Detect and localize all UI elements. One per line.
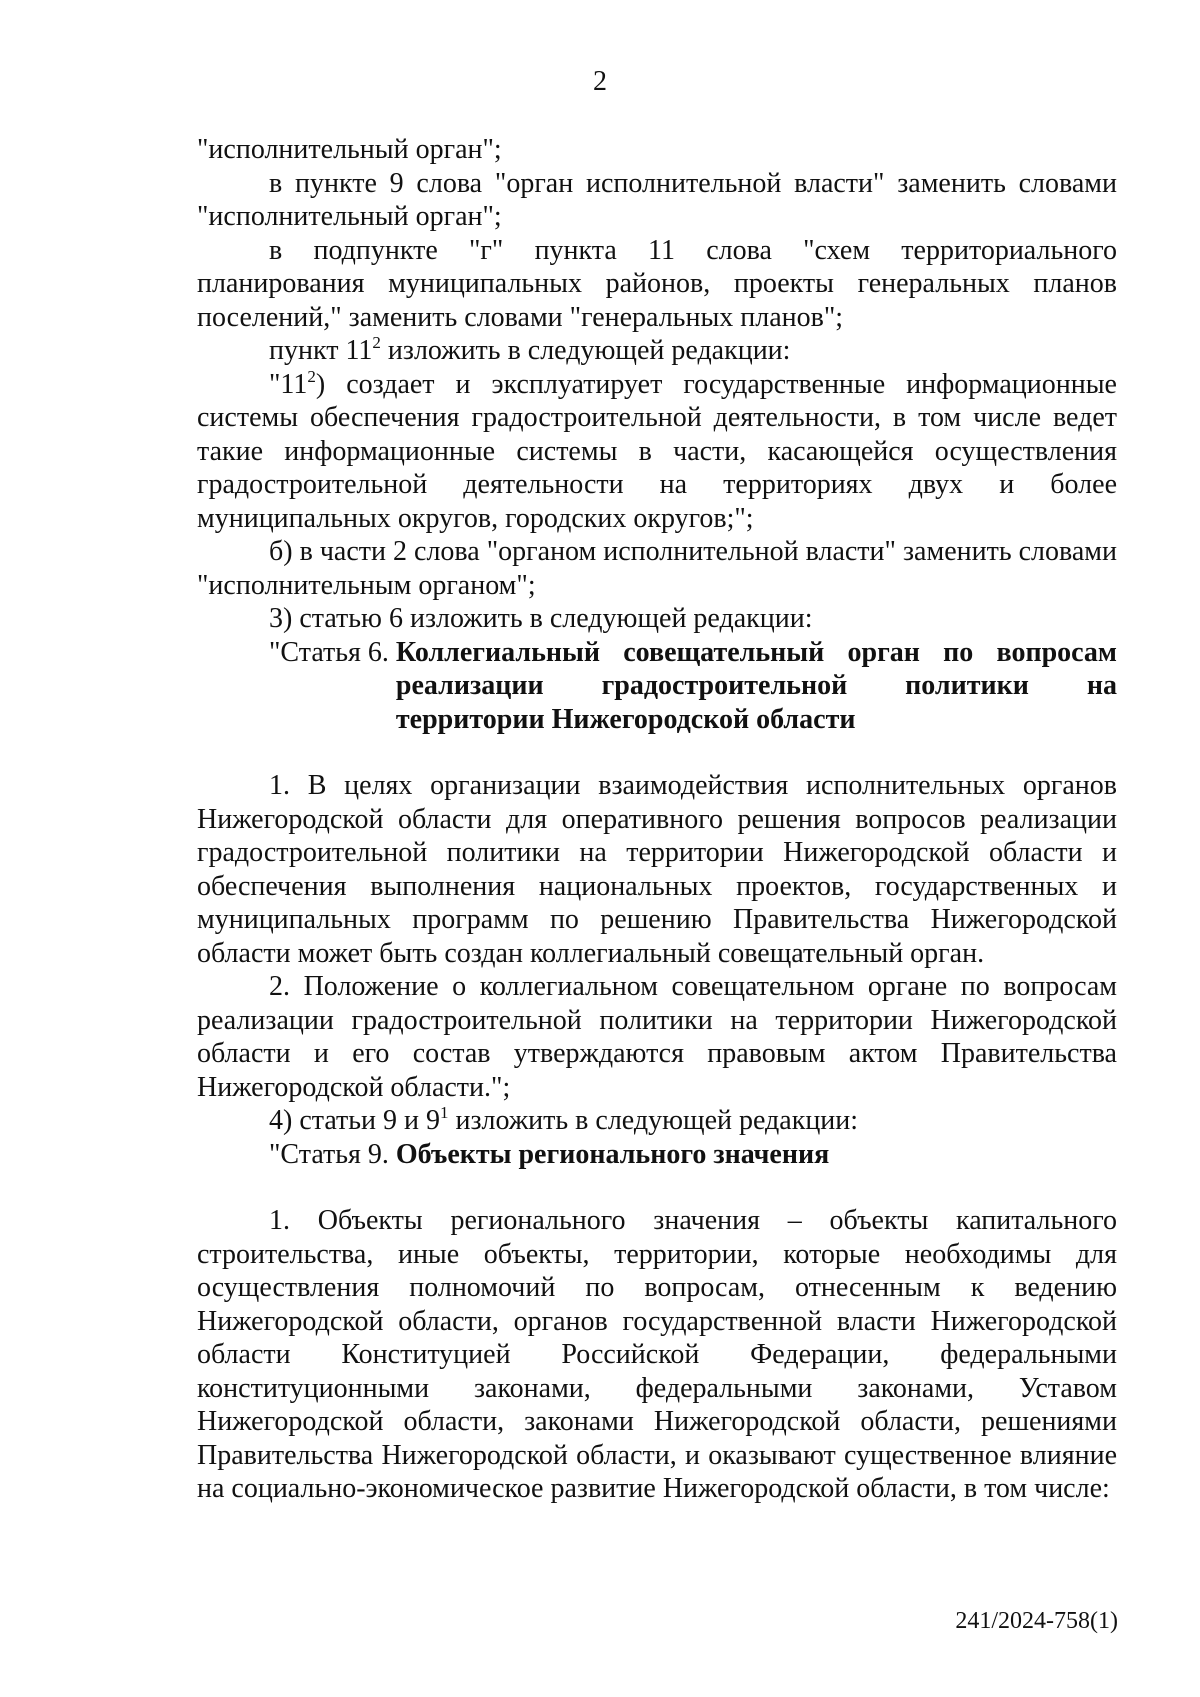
paragraph: в пункте 9 слова "орган исполнительной власти" заменить словами "исполнительный орган"; (197, 167, 1117, 232)
paragraph (197, 1104, 1117, 1138)
article-9-label: "Статья 9. (269, 1138, 396, 1170)
document-code: 241/2024-758(1) (955, 1608, 1118, 1634)
article-6-label: "Статья 6. (269, 636, 396, 668)
text-fragment: пункт 11 (269, 335, 373, 366)
superscript: 2 (307, 366, 316, 386)
superscript: 1 (440, 1103, 449, 1122)
paragraph (197, 368, 1117, 536)
paragraph (197, 334, 1117, 368)
article-6-heading (197, 636, 1117, 737)
article-9-title: Объекты регионального значения (395, 1138, 830, 1170)
article-9-paragraph-1: 1. Объекты регионального значения – объекты капитального строительства, иные объекты, территории, которые необходимы для осуществления полномочий по вопросам, отнесенным к ведению Нижегородской области, органов государственной власти Нижегородской области Конституцией Российской Федерации, федеральными конституционными законами, федеральными законами, Уставом Нижегородской области, законами Нижегородской области, решениями Правительства Нижегородской области, и оказывают существенное влияние на социально-экономическое развитие Нижегородской области, в том числе: (197, 1205, 1117, 1504)
article-9-heading (197, 1138, 1117, 1172)
text-fragment: "11 (269, 368, 308, 400)
article-6-paragraph-2: 2. Положение о коллегиальном совещательном органе по вопросам реализации градостроительной политики на территории Нижегородской области и его состав утверждаются правовым актом Правительства Нижегородской области."; (197, 971, 1117, 1103)
article-6-paragraph-1: 1. В целях организации взаимодействия исполнительных органов Нижегородской области для оперативного решения вопросов реализации градостроительной политики на территории Нижегородской области и обеспечения выполнения национальных проектов, государственных и муниципальных программ по решению Правительства Нижегородской области может быть создан коллегиальный совещательный орган. (197, 770, 1117, 969)
text-fragment: изложить в следующей редакции: (380, 335, 791, 366)
text-fragment: изложить в следующей редакции: (448, 1105, 859, 1136)
paragraph: 3) статью 6 изложить в следующей редакции: (269, 603, 813, 634)
text-fragment: ) создает и эксплуатирует государственные информационные системы обеспечения градостроительной деятельности, в том числе ведет такие информационные системы в части, касающейся осуществления градостроительной деятельности на территориях двух и более муниципальных округов, городских округов;"; (197, 368, 1117, 534)
paragraph: "исполнительный орган"; (197, 134, 502, 165)
text-fragment: 4) статьи 9 и 9 (269, 1105, 441, 1136)
paragraph: в подпункте "г" пункта 11 слова "схем территориального планирования муниципальных районов, проекты генеральных планов поселений," заменить словами "генеральных планов"; (197, 234, 1117, 333)
spacer (197, 1171, 1117, 1204)
page-number: 2 (593, 66, 607, 97)
article-6-title: Коллегиальный совещательный орган по вопросам реализации градостроительной политики на территории Нижегородской области (395, 636, 1117, 735)
spacer (197, 736, 1117, 769)
superscript: 2 (372, 333, 381, 352)
paragraph: б) в части 2 слова "органом исполнительной власти" заменить словами "исполнительным органом"; (197, 536, 1117, 601)
document-body (197, 133, 1117, 1506)
